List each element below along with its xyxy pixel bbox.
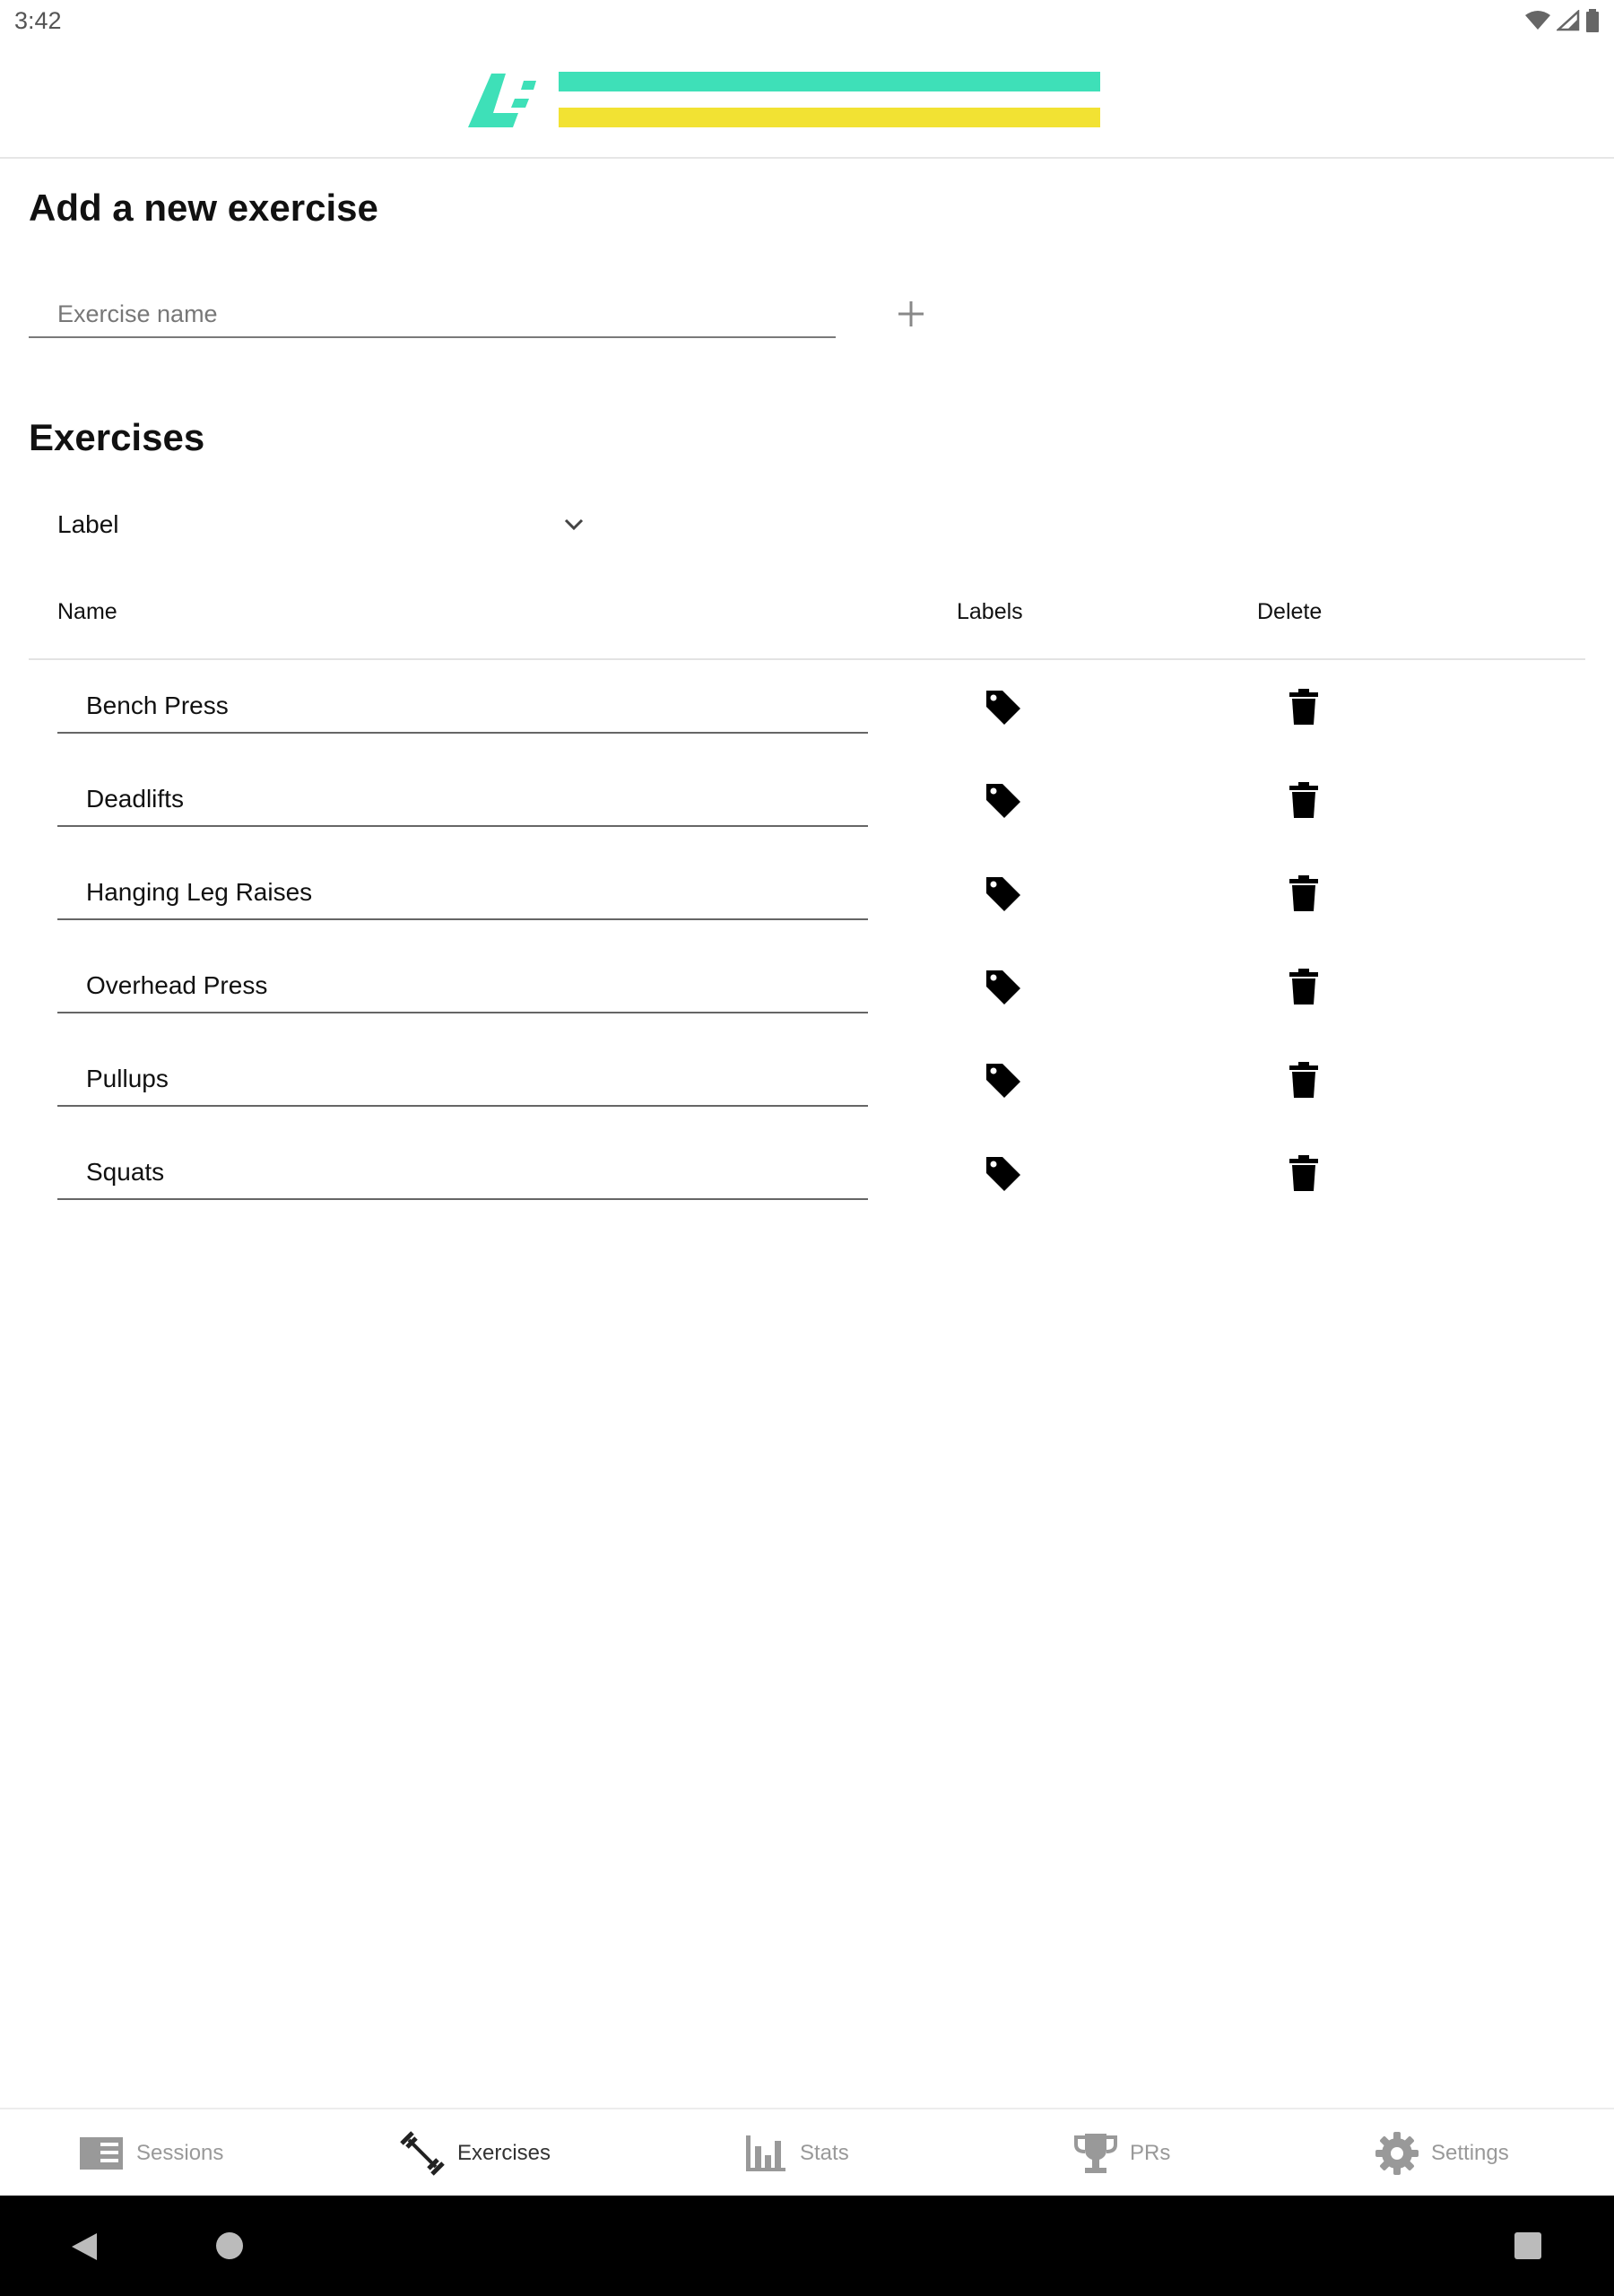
dumbbell-icon — [400, 2131, 445, 2176]
nav-tab-exercises[interactable] — [400, 2109, 551, 2197]
app-logo-icon — [466, 72, 538, 129]
tag-icon[interactable] — [983, 780, 1022, 820]
bottom-navigation — [0, 2108, 1614, 2197]
table-row — [0, 680, 1614, 773]
trash-icon[interactable] — [1288, 874, 1320, 913]
tag-icon[interactable] — [983, 874, 1022, 913]
exercise-name-field[interactable]: Pullups — [57, 1053, 868, 1107]
add-exercise-button[interactable] — [893, 296, 929, 332]
logo-bar-yellow — [559, 108, 1100, 127]
nav-tab-stats[interactable] — [744, 2109, 849, 2197]
nav-tab-prs[interactable] — [1074, 2109, 1170, 2197]
signal-icon — [1557, 10, 1580, 31]
bar-chart-icon — [744, 2134, 787, 2173]
nav-label-prs: PRs — [1130, 2141, 1171, 2165]
gear-icon — [1375, 2132, 1419, 2175]
exercise-name-field[interactable]: Deadlifts — [57, 773, 868, 827]
table-row — [0, 1053, 1614, 1146]
plus-icon — [893, 296, 929, 332]
column-header-labels: Labels — [957, 599, 1023, 624]
label-filter-select[interactable] — [57, 502, 586, 547]
exercises-title: Exercises — [29, 416, 205, 458]
column-header-delete: Delete — [1257, 599, 1323, 624]
nav-tab-sessions[interactable] — [79, 2109, 223, 2197]
logo-bar-green — [559, 72, 1100, 91]
nav-label-stats: Stats — [800, 2141, 849, 2165]
table-row — [0, 1146, 1614, 1239]
tag-icon[interactable] — [983, 1153, 1022, 1193]
status-time: 3:42 — [14, 7, 62, 34]
status-bar — [0, 0, 1614, 45]
nav-tab-settings[interactable] — [1375, 2109, 1509, 2197]
exercise-name-field[interactable]: Overhead Press — [57, 960, 868, 1013]
tag-icon[interactable] — [983, 967, 1022, 1006]
exercise-name-field[interactable]: Squats — [57, 1146, 868, 1200]
nav-label-settings: Settings — [1431, 2141, 1509, 2165]
nav-label-sessions: Sessions — [136, 2141, 224, 2165]
table-header — [29, 592, 1585, 660]
table-row — [0, 960, 1614, 1053]
trash-icon[interactable] — [1288, 780, 1320, 820]
trash-icon[interactable] — [1288, 967, 1320, 1006]
sessions-icon — [79, 2135, 124, 2171]
table-row — [0, 866, 1614, 960]
system-icons — [1524, 9, 1600, 32]
table-row — [0, 773, 1614, 866]
chevron-down-icon — [561, 513, 586, 536]
label-filter-value: Label — [57, 510, 119, 538]
trash-icon[interactable] — [1288, 1153, 1320, 1193]
home-icon[interactable] — [215, 2231, 244, 2260]
wifi-icon — [1524, 10, 1551, 31]
column-header-name: Name — [57, 599, 117, 624]
trophy-icon — [1074, 2132, 1117, 2175]
trash-icon[interactable] — [1288, 687, 1320, 726]
battery-icon — [1585, 9, 1600, 32]
tag-icon[interactable] — [983, 687, 1022, 726]
exercise-name-field[interactable]: Bench Press — [57, 680, 868, 734]
back-icon[interactable] — [70, 2231, 99, 2262]
exercise-name-input[interactable] — [29, 291, 836, 338]
exercise-name-field[interactable]: Hanging Leg Raises — [57, 866, 868, 920]
recents-icon[interactable] — [1514, 2231, 1542, 2260]
add-exercise-title: Add a new exercise — [29, 187, 378, 229]
app-bar — [0, 45, 1614, 159]
nav-label-exercises: Exercises — [457, 2141, 551, 2165]
trash-icon[interactable] — [1288, 1060, 1320, 1100]
system-navigation-bar — [0, 2196, 1614, 2296]
tag-icon[interactable] — [983, 1060, 1022, 1100]
